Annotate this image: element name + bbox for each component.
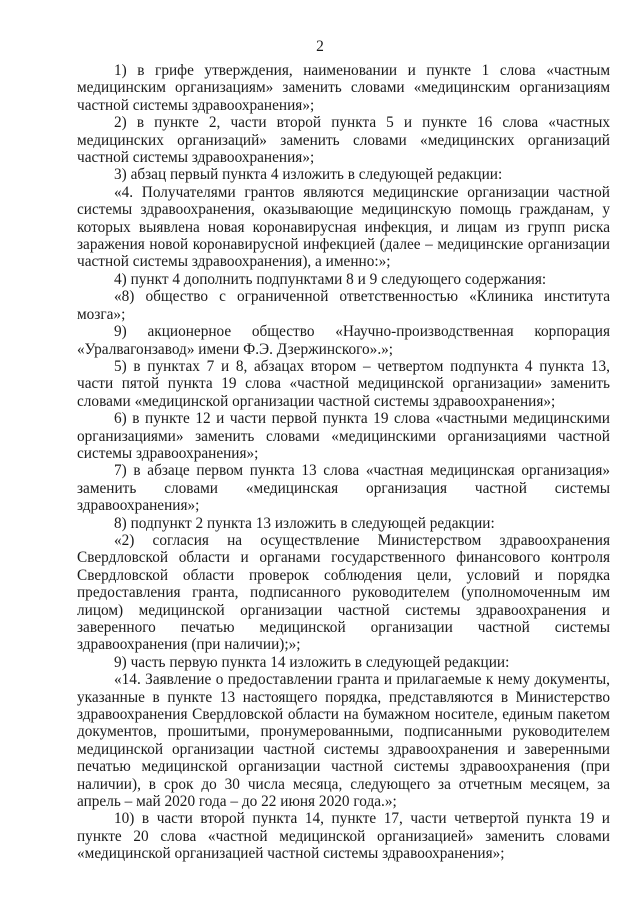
paragraph-13: 9) часть первую пункта 14 изложить в следующей редакции:: [114, 653, 510, 671]
paragraph-7: 9) акционерное общество «Научно-производственная корпорация «Уралвагонзавод» имени Ф.Э. Дзержинского».»;: [77, 323, 610, 358]
paragraph-2: 2) в пункте 2, части второй пункта 5 и пункте 16 слова «частных медицинских организаций» заменить словами «медицинских организаций частной системы здравоохранения»;: [77, 114, 610, 167]
paragraph-12: «2) согласия на осуществление Министерством здравоохранения Свердловской области и органами государственного финансового контроля Свердловской области проверок соблюдения цели, условий и порядка предоставления гранта, подписанного руководителем (уполномоченным им лицом) медицинской организации частной системы здравоохранения и заверенного печатью медицинской организации частной системы здравоохранения (при наличии);»;: [77, 531, 610, 654]
paragraph-10: 7) в абзаце первом пункта 13 слова «частная медицинская организация» заменить словами «медицинская организация частной системы здравоохранения»;: [77, 462, 610, 515]
paragraph-14: «14. Заявление о предоставлении гранта и прилагаемые к нему документы, указанные в пункте 13 настоящего порядка, представляются в Министерство здравоохранения Свердловской области на бумажном носителе, единым пакетом документов, прошитыми, пронумерованными, подписанными руководителем медицинской организации частной системы здравоохранения и заверенными печатью медицинской организации частной системы здравоохранения (при наличии), в срок до 30 числа месяца, следующего за отчетным месяцем, за апрель – май 2020 года – до 22 июня 2020 года.»;: [77, 671, 610, 811]
page-number: 2: [316, 38, 324, 55]
document-body: [77, 62, 610, 863]
paragraph-3: 3) абзац первый пункта 4 изложить в следующей редакции:: [114, 166, 503, 184]
paragraph-4: «4. Получателями грантов являются медицинские организации частной системы здравоохранения, оказывающие медицинскую помощь гражданам, у которых выявлена новая коронавирусная инфекция, и лицам из групп риска заражения новой коронавирусной инфекцией (далее – медицинские организации частной системы здравоохранения), а именно:»;: [77, 183, 610, 271]
paragraph-15: 10) в части второй пункта 14, пункте 17, части четвертой пункта 19 и пункте 20 слова «частной медицинской организацией» заменить словами «медицинской организацией частной системы здравоохранения»;: [77, 810, 610, 863]
paragraph-8: 5) в пунктах 7 и 8, абзацах втором – четвертом подпункта 4 пункта 13, части пятой пункта 19 слова «частной медицинской организации» заменить словами «медицинской организации частной системы здравоохранения»;: [77, 357, 610, 410]
paragraph-6: «8) общество с ограниченной ответственностью «Клиника института мозга»;: [77, 288, 610, 323]
paragraph-9: 6) в пункте 12 и части первой пункта 19 слова «частными медицинскими организациями» заменить словами «медицинскими организациями частной системы здравоохранения»;: [77, 410, 610, 462]
paragraph-11: 8) подпункт 2 пункта 13 изложить в следующей редакции:: [114, 514, 495, 532]
paragraph-5: 4) пункт 4 дополнить подпунктами 8 и 9 следующего содержания:: [114, 270, 547, 288]
paragraph-1: 1) в грифе утверждения, наименовании и пункте 1 слова «частным медицинским организациям» заменить словами «медицинским организациям частной системы здравоохранения»;: [77, 62, 610, 114]
